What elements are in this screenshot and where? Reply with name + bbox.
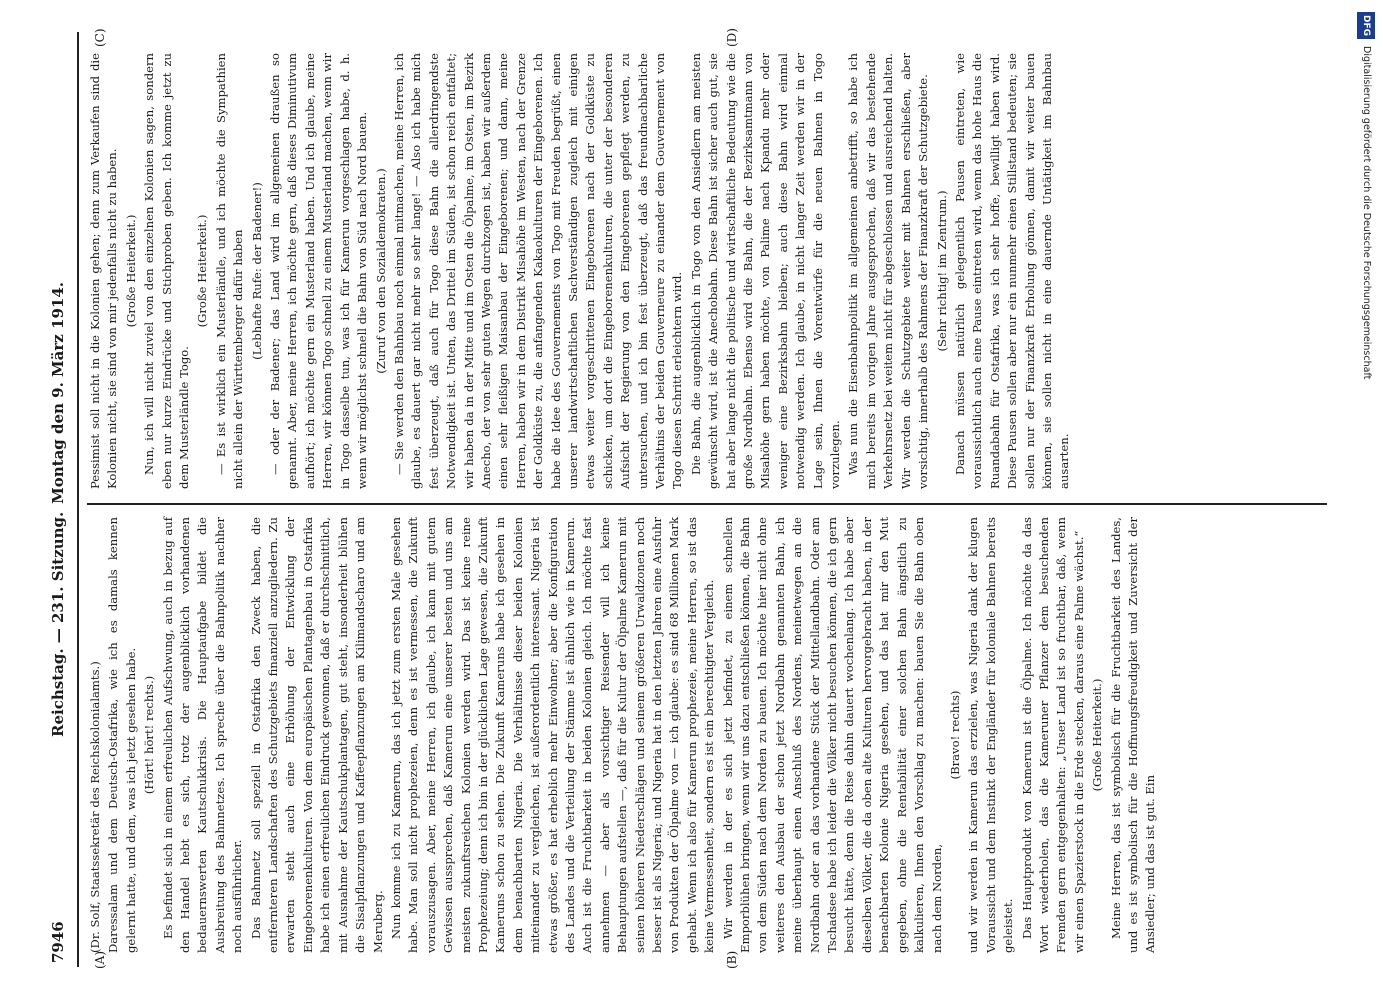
paragraph: Was nun die Eisenbahnpolitik im allgemeinen anbetrifft, so habe ich mich bereits im vorigen Jahre ausgesprochen, daß wir das bestehende Verkehrsnetz bei weitem nicht für abgeschlossen und ausreichend halten. Wir werden die Schutzgebiete weiter mit Bahnen erschließen, aber vorsichtig, innerhalb des Rahmens der Finanzkraft der Schutzgebiete.: [846, 53, 931, 489]
paragraph: (Zuruf von den Sozialdemokraten.): [373, 168, 388, 374]
paragraph: (Dr. Solf, Staatssekretär des Reichskolonialamts.): [88, 661, 102, 953]
paragraph: Es befindet sich in einem erfreulichen Aufschwung, auch in bezug auf den Handel hebt es sich, trotz der augenblicklich vorhandenen bedauernswerten Kautschukkrisis. Die Hauptaufgabe bildet die Ausbreitung des Bahnnetzes. Ich spreche über die Bahnpolitik nachher noch ausführlicher.: [160, 517, 245, 953]
paragraph: (Große Heiterkeit.): [1090, 678, 1105, 792]
page-header: [41, 32, 81, 967]
paragraph: (Hört! hört! rechts.): [142, 675, 157, 795]
paragraph: Das Bahnnetz soll speziell in Ostafrika den Zweck haben, die entfernteren Landschaften des Schutzgebiets finanziell anzugliedern. Zu erwarten steht auch eine Erhöhung der Entwicklung der Eingeborenenkulturen. Von dem europäischen Plantagenbau in Ostafrika habe ich einen erfreulichen Eindruck gewonnen, daß er durchschnittlich, mit Ausnahme der Kautschukplantagen, gut steht, insonderheit blühen die Sisalpflanzungen und Kaffeepflanzungen am Kilimandscharo und am Meruberg.: [248, 517, 385, 953]
paragraph: (Sehr richtig! im Zentrum.): [934, 190, 949, 352]
paragraph: Meine Herren, das ist symbolisch für die Fruchtbarkeit des Landes, und es ist symbolisch für die Hoffnungsfreudigkeit und Zuversicht der Ansiedler; und das ist gut. Ein: [1108, 517, 1158, 953]
marker-a: (A): [93, 950, 107, 969]
marker-c: (C): [93, 28, 107, 47]
rotated-page: [35, 28, 1335, 969]
paragraph: Daressalam und dem Deutsch-Ostafrika, wie ich es damals kennen gelernt hatte, und dem, was ich jetzt gesehen habe.: [106, 517, 138, 953]
digitization-credit: [1357, 12, 1375, 982]
dfg-logo: DFG: [1357, 12, 1375, 39]
right-text-column: [87, 53, 1317, 489]
marker-d: (D): [725, 28, 739, 47]
paragraph: (Große Heiterkeit.): [195, 214, 210, 328]
column-separator: [87, 503, 1327, 505]
paragraph: (Große Heiterkeit.): [123, 214, 138, 328]
paragraph: Wir werden in der es sich jetzt befindet, zu einem schnellen Emporblühen bringen, wenn wir uns dazu entschließen können, die Bahn von dem Süden nach dem Norden zu bauen. Ich möchte hier nicht ohne weiteres den Ausbau der schon jetzt Nordbahn genannten Bahn, ich meine überhaupt einen Anschluß des Nordens, meinetwegen an die Nordbahn oder an das vorhandene Stück der Mittellandbahn. Oder am Tschadsee habe ich leider die Völker nicht besuchen können, die ich gern besucht hätte, denn die Reise dahin dauert wochenlang. Ich habe aber dieselben Völker, die da oben alte Kulturen hervorgebracht haben, in der benachbarten Kolonie Nigeria gesehen, und das hat mir den Mut gegeben, ohne die Rentabilität einer solchen Bahn ängstlich zu kalkulieren, Ihnen den Vorschlag zu machen: bauen Sie die Bahn oben nach dem Norden,: [720, 517, 944, 953]
page-number: 7946: [49, 921, 67, 963]
paragraph: Pessimist soll nicht in die Kolonien gehen; denn zum Verkaufen sind die Kolonien nicht, sie sind von mir jedenfalls nicht zu haben.: [88, 53, 120, 489]
paragraph: Die Bahn, die augenblicklich in Togo von den Ansiedlern am meisten gewünscht wird, ist die Anechobahn. Diese Bahn ist sicher auch gut, sie hat aber lange nicht die politische und wirtschaftliche Bedeutung wie die große Nordbahn. Ebenso wird die Bahn, die der Bezirksamtmann von Misahöhe gern haben möchte, von Palime nach Kpandu mehr oder weniger eine Bezirksbahn bleiben; auch diese Bahn wird einmal notwendig werden. Ich glaube, in nicht langer Zeit werden wir in der Lage sein, Ihnen die Vorentwürfe für die neuen Bahnen in Togo vorzulegen.: [688, 53, 843, 489]
header-rule: [77, 32, 79, 967]
paragraph: und wir werden in Kamerun das erzielen, was Nigeria dank der klugen Voraussicht und dem Instinkt der Engländer für koloniale Bahnen bereits geleistet.: [966, 517, 1016, 953]
credit-text: Digitalisierung gefördert durch die Deutsche Forschungsgemeinschaft: [1361, 46, 1372, 380]
paragraph: (Bravo! rechts): [947, 690, 962, 780]
paragraph: Das Hauptprodukt von Kamerun ist die Ölpalme. Ich möchte da das Wort wiederholen, das die Kameruner Pflanzer dem besuchenden Fremden gern entgegenhalten: „Unser Land ist so fruchtbar, daß, wenn wir einen Spazierstock in die Erde stecken, daraus eine Palme wächst.“: [1019, 517, 1086, 953]
left-text-column: [87, 517, 1317, 953]
marker-b: (B): [725, 950, 739, 969]
paragraph: Nun, ich will nicht zuviel von den einzelnen Kolonien sagen, sondern eben nur kurze Eindrücke und Stichproben geben. Ich komme jetzt zu dem Musterländle Togo.: [142, 53, 192, 489]
paragraph: — Sie werden den Bahnbau noch einmal mitmachen, meine Herren, ich glaube, es dauert gar nicht mehr so sehr lange! — Also ich habe mich fest überzeugt, daß auch für Togo diese Bahn die allerdringendste Notwendigkeit ist. Unten, das Drittel im Süden, ist schon reich entfaltet; wir haben da in der Mitte und im Osten die Ölpalme, im Osten, im Bezirk Anecho, der von sehr guten Wegen durchzogen ist, haben wir außerdem einen sehr fleißigen Maisanbau der Eingeborenen; und dann, meine Herren, haben wir in dem Distrikt Misahöhe im Westen, nach der Grenze der Goldküste zu, die anfangenden Kakaokulturen der Eingeborenen. Ich habe die Idee des Gouvernements von Togo mit Freuden begrüßt, einen unserer landwirtschaftlichen Sachverständigen zugleich mit einigen etwas weiter vorgeschrittenen Eingeborenen nach der Goldküste zu schicken, um dort die Eingeborenenkulturen, die unter der besonderen Aufsicht der Regierung von den Eingeborenen gepflegt werden, zu untersuchen, und ich bin fest überzeugt, daß das freundnachbarliche Verhältnis der beiden Gouverneure zu einander dem Gouvernement von Togo diesen Schritt erleichtern wird.: [391, 53, 685, 489]
paragraph: Danach müssen natürlich gelegentlich Pausen eintreten, wie voraussichtlich auch eine Pause eintreten wird, wenn das hohe Haus die Ruandabahn für Ostafrika, was ich sehr hoffe, bewilligt haben wird. Diese Pausen sollen aber nur ein nunmehr einen Stillstand bedeuten; sie sollen nur der Finanzkraft Erholung gönnen, damit wir weiter bauen können, sie sollen nicht in eine dauernde Untätigkeit im Bahnbau ausarten.: [952, 53, 1072, 489]
paragraph: Nun komme ich zu Kamerun, das ich jetzt zum ersten Male gesehen habe. Man soll nicht prophezeien, denn es ist vermessen, die Zukunft vorauszusagen. Aber, meine Herren, ich glaube, ich kann mit gutem Gewissen aussprechen, daß Kamerun eine unserer besten und uns am meisten zukunftsreichen Kolonien werden wird. Das ist keine reine Prophezeiung; denn ich bin in der glücklichen Lage gewesen, die Zukunft Kameruns schon zu sehen. Die Zukunft Kameruns habe ich gesehen in dem benachbarten Nigeria. Die Verhältnisse dieser beiden Kolonien miteinander zu vergleichen, ist außerordentlich interessant. Nigeria ist etwas größer, es hat erheblich mehr Einwohner; aber die Konfiguration des Landes und die Verteilung der Stämme ist ähnlich wie in Kamerun. Auch ist die Fruchtbarkeit in beiden Kolonien gleich. Ich möchte fast annehmen — aber als vorsichtiger Reisender will ich keine Behauptungen aufstellen —, daß für die Kultur der Ölpalme Kamerun mit seinen höheren Niederschlägen und seinem größeren Urwaldzonen noch besser ist als Nigeria; und Nigeria hat in den letzten Jahren eine Ausfuhr von Produkten der Ölpalme von — ich glaube: es sind 68 Millionen Mark gehabt. Wenn ich also für Kamerun prophezeie, meine Herren, so ist das keine Vermessenheit, sondern es ist ein berechtigter Vergleich.: [388, 517, 717, 953]
header-left-title: Reichstag. — 231. Sitzung.: [49, 511, 67, 737]
paragraph: — Es ist wirklich ein Musterländle, und ich möchte die Sympathien nicht allein der Württemberger dafür haben: [213, 53, 246, 489]
paragraph: — oder der Badener; das Land wird im allgemeinen draußen so genannt. Aber, meine Herren, ich möchte gern, daß dieses Diminutivum aufhört; ich möchte gern ein Musterland haben. Und ich glaube, meine Herren, wir können Togo schnell zu einem Musterland machen, wenn wir in Togo dasselbe tun, was ich für Kamerun vorgeschlagen habe, d. h. wenn wir möglichst schnell die Bahn von Süd nach Nord bauen.: [268, 53, 370, 489]
paragraph: (Lebhafte Rufe: der Badener!): [249, 182, 264, 360]
header-right-title: Montag den 9. März 1914.: [49, 282, 67, 504]
